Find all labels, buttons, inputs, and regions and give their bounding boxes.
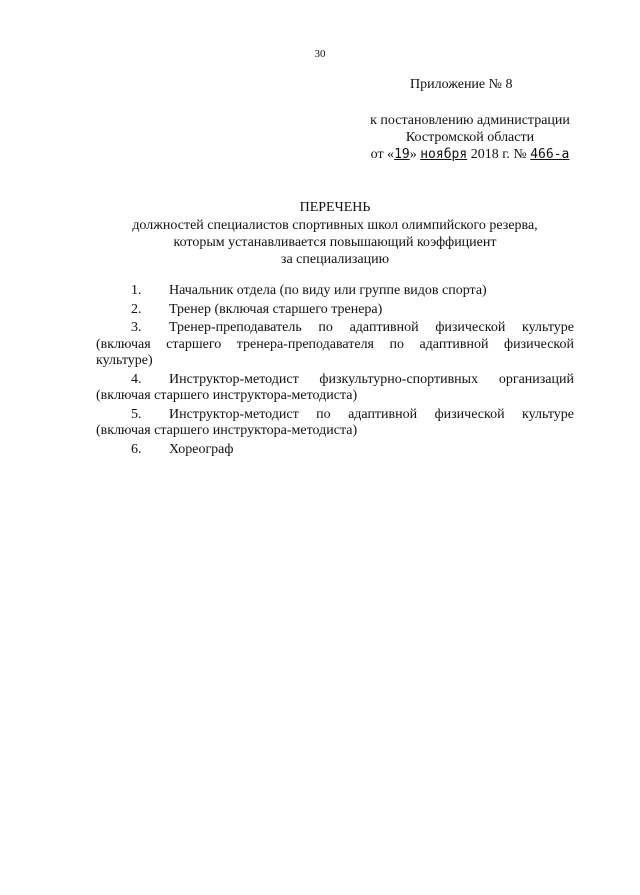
list-item <box>96 407 574 440</box>
list-item-number: 4. <box>131 371 142 387</box>
list-item-number: 5. <box>131 406 142 422</box>
date-month: ноября <box>420 147 468 162</box>
list-item-text: Инструктор-методист физкультурно-спортивных организаций (включая старшего инструктора-методиста) <box>96 371 574 403</box>
list-item-number: 6. <box>131 441 142 457</box>
document-header <box>335 112 605 163</box>
list-item-number: 1. <box>131 283 142 298</box>
title-heading: ПЕРЕЧЕНЬ <box>299 200 371 215</box>
list-item <box>96 372 574 405</box>
list-item-number: 2. <box>131 301 142 317</box>
document-title <box>0 199 640 268</box>
list-item-text: Тренер-преподаватель по адаптивной физической культуре (включая старшего тренера-преподавателя по адаптивной физической культуре) <box>96 320 574 368</box>
header-line-resolution: к постановлению администрации <box>370 113 570 128</box>
date-mid: » <box>409 147 417 162</box>
positions-list <box>96 283 574 460</box>
list-item <box>96 283 574 300</box>
header-line-region: Костромской области <box>405 130 535 145</box>
list-item <box>96 442 574 459</box>
title-line-1: должностей специалистов спортивных школ олимпийского резерва, <box>132 218 538 233</box>
date-prefix: от « <box>370 147 395 162</box>
list-item <box>96 302 574 319</box>
list-item-text: Хореограф <box>169 441 234 457</box>
date-day: 19 <box>394 147 410 162</box>
page-number: 30 <box>314 48 326 60</box>
list-item-text: Начальник отдела (по виду или группе видов спорта) <box>169 283 487 298</box>
list-item-text: Тренер (включая старшего тренера) <box>169 301 383 317</box>
list-item <box>96 320 574 370</box>
appendix-title: Приложение № 8 <box>410 77 513 92</box>
title-line-2: которым устанавливается повышающий коэффициент <box>173 235 497 250</box>
date-year: 2018 г. № <box>470 147 527 162</box>
header-date-line <box>335 146 605 163</box>
title-line-3: за специализацию <box>280 252 390 267</box>
list-item-text: Инструктор-методист по адаптивной физической культуре (включая старшего инструктора-методиста) <box>96 406 574 438</box>
document-number: 466-а <box>530 147 570 162</box>
list-item-number: 3. <box>131 320 142 335</box>
